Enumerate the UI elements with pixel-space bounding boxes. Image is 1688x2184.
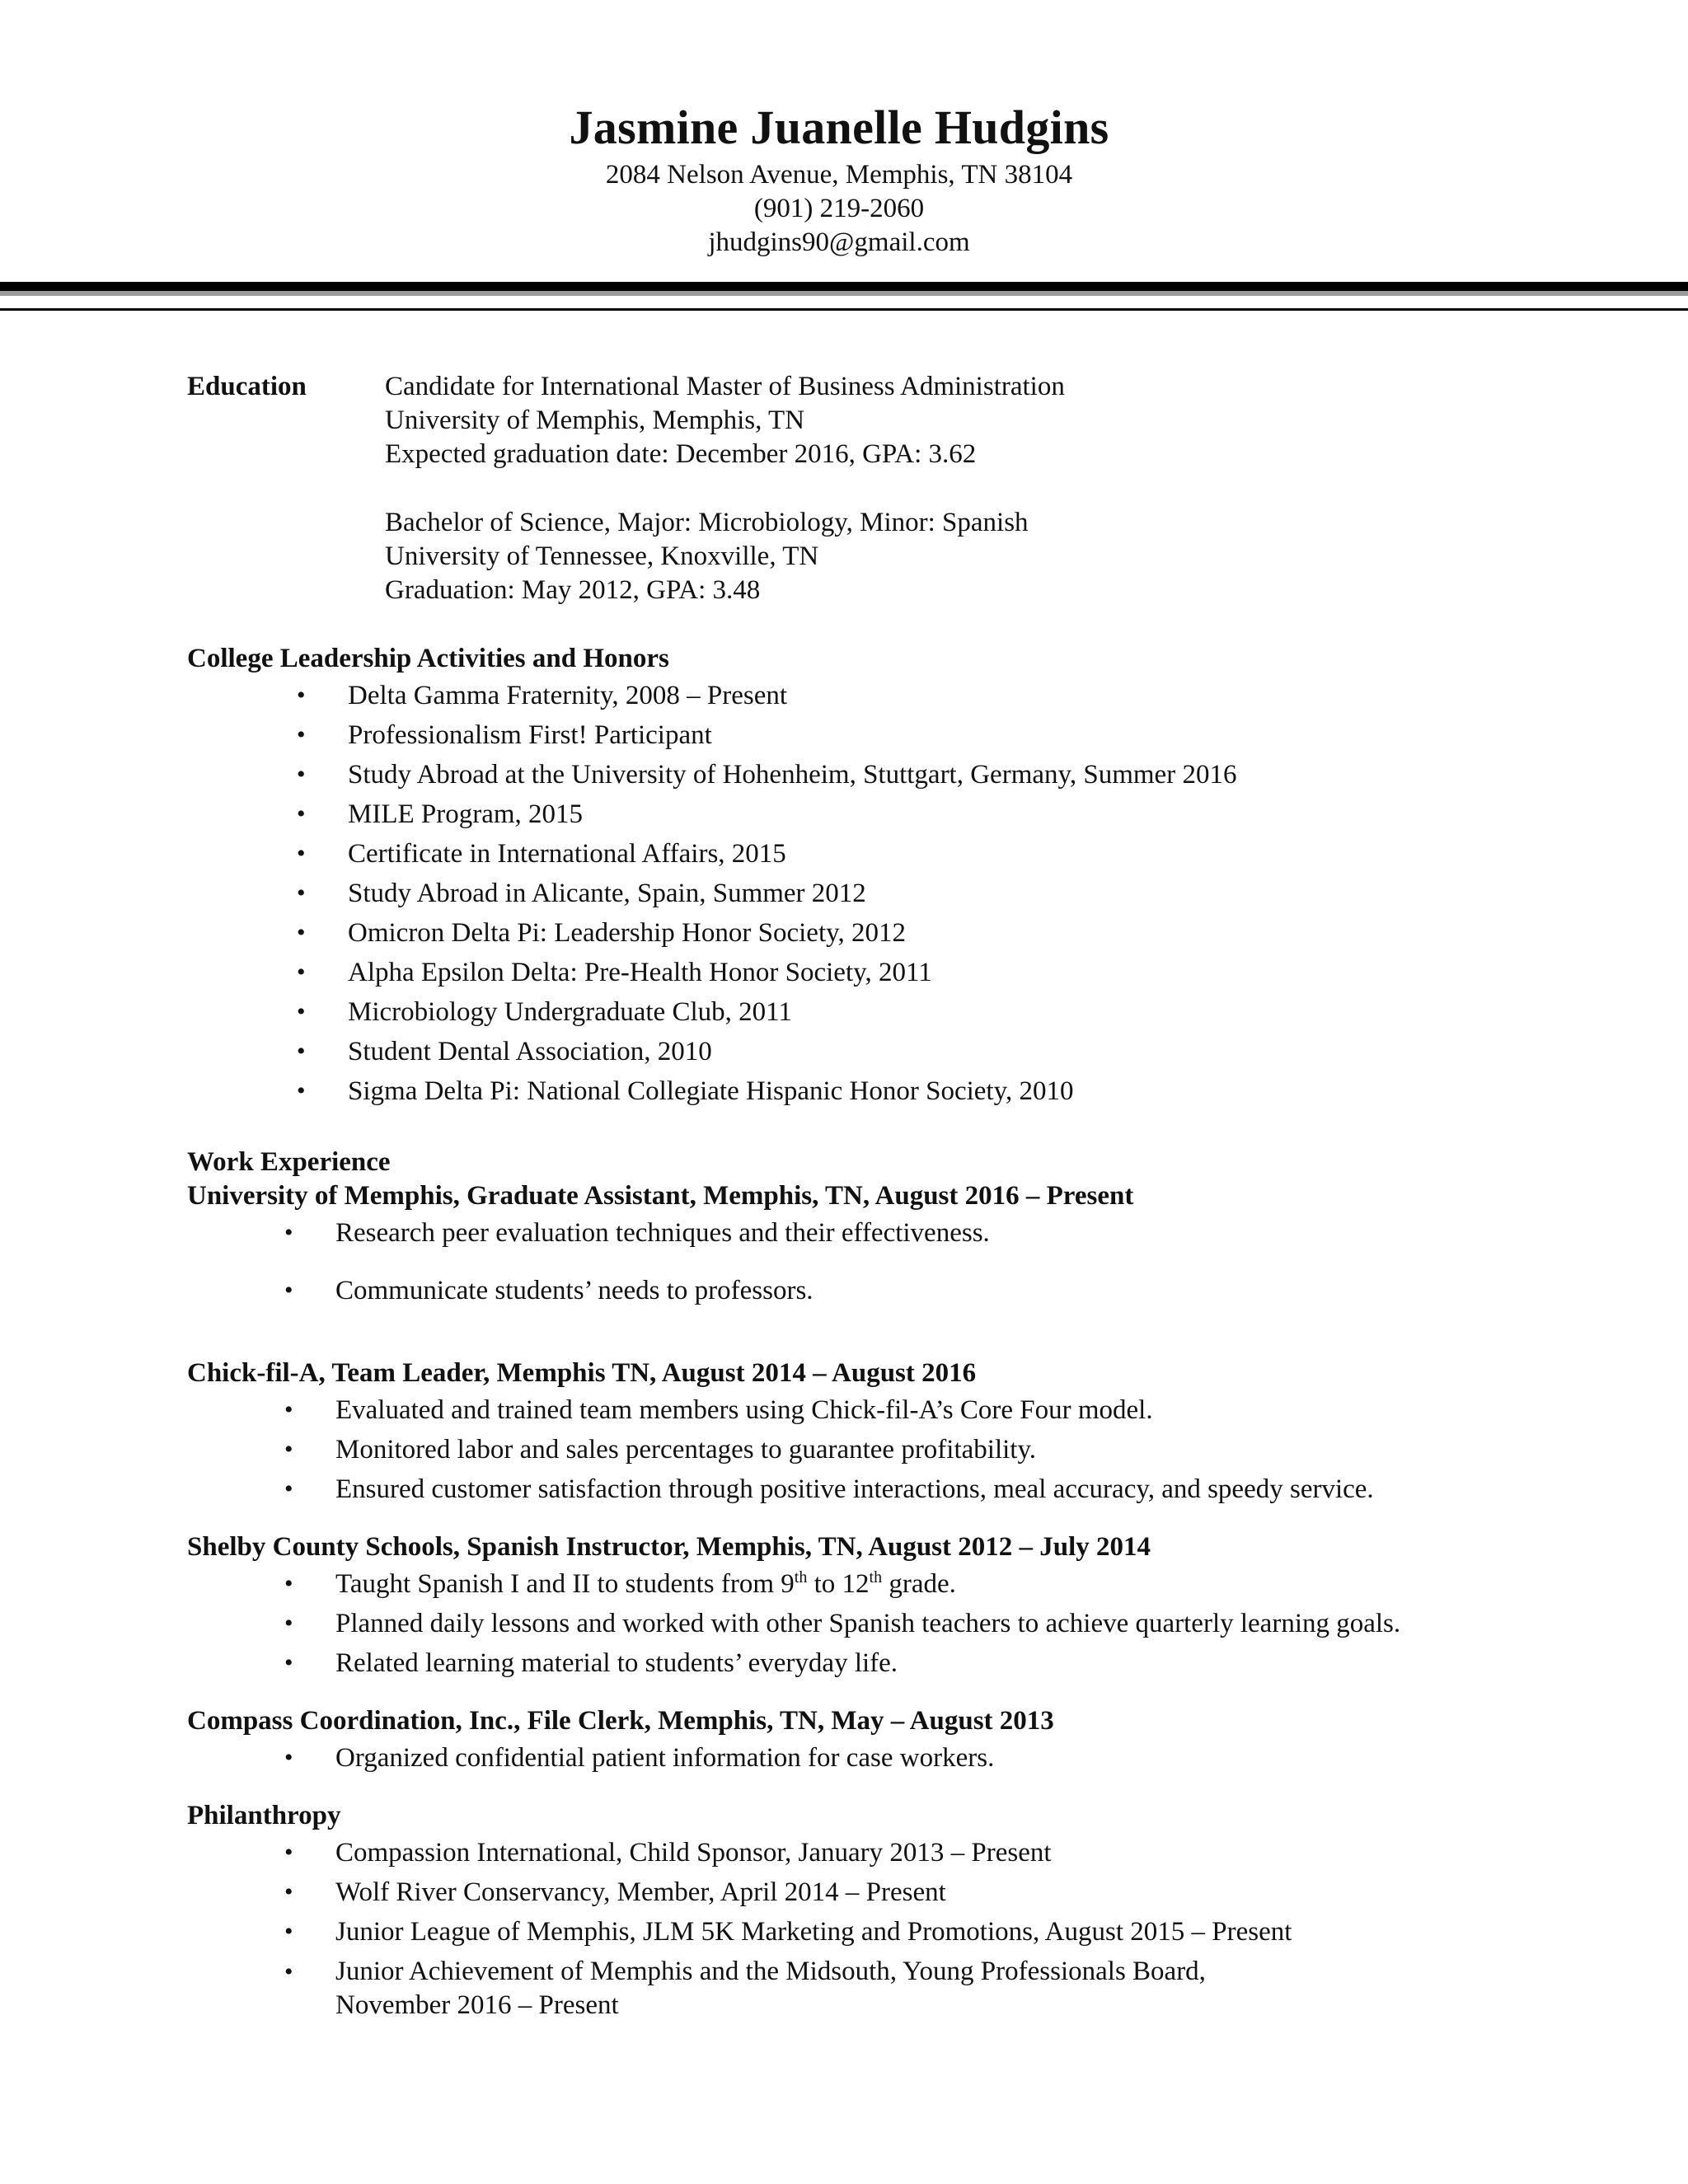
leadership-title: College Leadership Activities and Honors [187,644,669,673]
list-item: • Junior League of Memphis, JLM 5K Marketing and Promotions, August 2015 – Present [187,1912,1506,1952]
education-label: Education [187,372,307,401]
header-divider-thin [0,308,1688,311]
list-item: • Communicate students’ needs to professors. [187,1271,1506,1310]
list-item: • Omicron Delta Pi: Leadership Honor Society, 2012 [187,913,1506,953]
job-bullets [187,1213,1506,1310]
list-item: • Professionalism First! Participant [187,715,1506,755]
email: jhudgins90@gmail.com [708,227,970,257]
list-item: • Alpha Epsilon Delta: Pre-Health Honor Society, 2011 [187,953,1506,992]
education-entry-mba [385,370,1506,471]
philanthropy-list [187,1833,1506,2022]
list-item: • Student Dental Association, 2010 [187,1032,1506,1071]
leadership-list [187,676,1506,1111]
address: 2084 Nelson Avenue, Memphis, TN 38104 [605,160,1073,190]
list-item: • Delta Gamma Fraternity, 2008 – Present [187,676,1506,715]
list-item: • Compassion International, Child Sponsor, January 2013 – Present [187,1833,1506,1872]
graduation: Graduation: May 2012, GPA: 3.48 [385,575,761,605]
job-heading: Compass Coordination, Inc., File Clerk, Memphis, TN, May – August 2013 [187,1706,1054,1736]
job-bullets [187,1564,1506,1683]
job-heading: Chick-fil-A, Team Leader, Memphis TN, August 2014 – August 2016 [187,1358,977,1388]
graduation: Expected graduation date: December 2016, GPA: 3.62 [385,439,977,469]
list-item: • Microbiology Undergraduate Club, 2011 [187,992,1506,1032]
list-item: • Junior Achievement of Memphis and the Midsouth, Young Professionals Board, November 2016 – Present [187,1955,1506,2022]
degree: Bachelor of Science, Major: Microbiology, Minor: Spanish [385,508,1029,537]
work-experience-title: Work Experience [187,1147,391,1177]
education-section [187,370,1506,607]
education-entry-bs [385,506,1506,607]
list-item: • Wolf River Conservancy, Member, April 2014 – Present [187,1872,1506,1912]
job-bullets [187,1390,1506,1509]
list-item: • Related learning material to students’ everyday life. [187,1643,1506,1683]
list-item: • Research peer evaluation techniques and their effectiveness. [187,1213,1506,1253]
list-item: • Monitored labor and sales percentages to guarantee profitability. [187,1430,1506,1469]
header-divider-shadow [0,291,1688,296]
resume-body [187,370,1506,2022]
header-divider-thick [0,282,1688,291]
degree: Candidate for International Master of Business Administration [385,372,1065,401]
school: University of Tennessee, Knoxville, TN [385,541,819,571]
job-bullets [187,1738,1506,1778]
list-item: • Ensured customer satisfaction through positive interactions, meal accuracy, and speedy service. [187,1469,1506,1509]
list-item: • Sigma Delta Pi: National Collegiate Hispanic Honor Society, 2010 [187,1071,1506,1111]
list-item: • MILE Program, 2015 [187,794,1506,834]
resume-header [0,97,1678,260]
list-item: • Certificate in International Affairs, 2015 [187,834,1506,874]
phone: (901) 219-2060 [753,194,925,223]
job-heading: University of Memphis, Graduate Assistant, Memphis, TN, August 2016 – Present [187,1181,1134,1211]
list-item: • Evaluated and trained team members using Chick-fil-A’s Core Four model. [187,1390,1506,1430]
list-item: • Study Abroad at the University of Hohenheim, Stuttgart, Germany, Summer 2016 [187,755,1506,794]
list-item: • Taught Spanish I and II to students from 9th to 12th grade. [187,1564,1506,1604]
list-item: • Planned daily lessons and worked with other Spanish teachers to achieve quarterly learning goals. [187,1604,1506,1643]
school: University of Memphis, Memphis, TN [385,405,805,435]
candidate-name: Jasmine Juanelle Hudgins [569,101,1109,154]
job-heading: Shelby County Schools, Spanish Instructor, Memphis, TN, August 2012 – July 2014 [187,1532,1151,1562]
philanthropy-title: Philanthropy [187,1801,341,1830]
list-item: • Organized confidential patient information for case workers. [187,1738,1506,1778]
list-item: • Study Abroad in Alicante, Spain, Summer 2012 [187,874,1506,913]
